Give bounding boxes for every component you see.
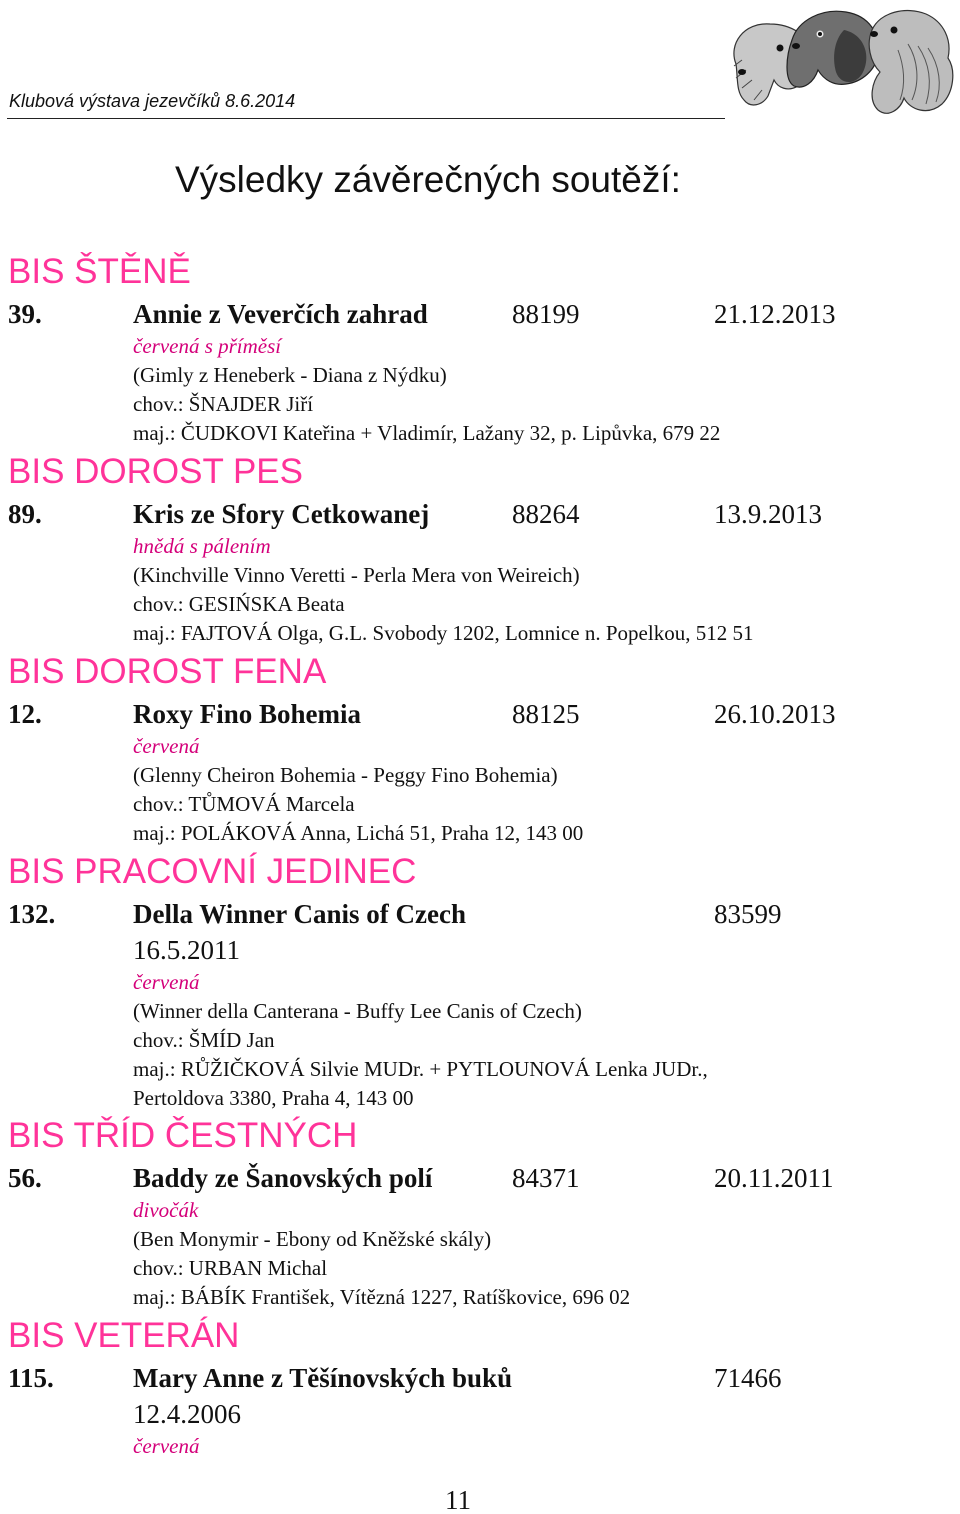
dog-registration: 88125 (512, 699, 580, 729)
dog-registration: 88199 (512, 299, 580, 329)
dog-birth-date: 20.11.2011 (714, 1163, 834, 1193)
dog-parents: (Glenny Cheiron Bohemia - Peggy Fino Bohemia) (133, 763, 558, 787)
dog-coat-color: červená s příměsí (133, 334, 282, 358)
category-heading: BIS PRACOVNÍ JEDINEC (8, 852, 417, 891)
dog-coat-color: červená (133, 970, 200, 994)
category-heading: BIS TŘÍD ČESTNÝCH (8, 1116, 358, 1155)
dog-birth-date: 21.12.2013 (714, 299, 836, 329)
dog-name: Della Winner Canis of Czech (133, 899, 467, 929)
dog-number: 39. (8, 299, 42, 329)
header-title: Klubová výstava jezevčíků 8.6.2014 (9, 91, 296, 111)
dog-owner: maj.: BÁBÍK František, Vítězná 1227, Ratíškovice, 696 02 (133, 1285, 631, 1309)
dog-breeder: chov.: URBAN Michal (133, 1256, 328, 1280)
dog-name: Mary Anne z Těšínovských buků (133, 1363, 513, 1393)
dog-parents: (Gimly z Heneberk - Diana z Nýdku) (133, 363, 447, 387)
dog-owner-address: Pertoldova 3380, Praha 4, 143 00 (133, 1086, 414, 1110)
page-title: Výsledky závěrečných soutěží: (175, 159, 681, 200)
header-rule (7, 118, 725, 119)
dog-breeder: chov.: ŠMÍD Jan (133, 1028, 275, 1052)
dog-breeder: chov.: ŠNAJDER Jiří (133, 392, 314, 416)
dog-name: Roxy Fino Bohemia (133, 699, 362, 729)
page-number: 11 (445, 1485, 471, 1514)
dog-coat-color: hnědá s pálením (133, 534, 271, 558)
dog-number: 115. (8, 1363, 54, 1393)
dog-coat-color: červená (133, 1434, 200, 1458)
dog-registration: 84371 (512, 1163, 580, 1193)
dog-parents: (Ben Monymir - Ebony od Kněžské skály) (133, 1227, 492, 1251)
dog-registration: 88264 (512, 499, 580, 529)
category-heading: BIS DOROST FENA (8, 652, 327, 691)
dog-owner: maj.: RŮŽIČKOVÁ Silvie MUDr. + PYTLOUNOVÁ Lenka JUDr., (133, 1057, 708, 1081)
dog-birth-date: 13.9.2013 (714, 499, 822, 529)
dog-registration: 71466 (714, 1363, 782, 1393)
category-heading: BIS DOROST PES (8, 452, 303, 491)
dog-owner: maj.: FAJTOVÁ Olga, G.L. Svobody 1202, Lomnice n. Popelkou, 512 51 (133, 621, 754, 645)
category-heading: BIS ŠTĚNĚ (8, 252, 191, 291)
dog-owner: maj.: POLÁKOVÁ Anna, Lichá 51, Praha 12, 143 00 (133, 821, 584, 845)
dog-number: 89. (8, 499, 42, 529)
dog-coat-color: červená (133, 734, 200, 758)
dog-registration: 83599 (714, 899, 782, 929)
dog-owner: maj.: ČUDKOVI Kateřina + Vladimír, Lažany 32, p. Lipůvka, 679 22 (133, 421, 721, 445)
dog-number: 56. (8, 1163, 42, 1193)
dog-coat-color: divočák (133, 1198, 199, 1222)
dog-name: Annie z Veverčích zahrad (133, 299, 428, 329)
dog-breeder: chov.: GESIŃSKA Beata (133, 592, 345, 616)
dog-number: 12. (8, 699, 42, 729)
dog-name: Baddy ze Šanovských polí (133, 1163, 433, 1193)
dog-birth-date: 16.5.2011 (133, 935, 240, 965)
dog-number: 132. (8, 899, 56, 929)
dog-breeder: chov.: TŮMOVÁ Marcela (133, 792, 355, 816)
dog-birth-date: 12.4.2006 (133, 1399, 241, 1429)
category-heading: BIS VETERÁN (8, 1316, 240, 1355)
dachshund-heads-logo (722, 0, 958, 126)
dog-parents: (Kinchville Vinno Veretti - Perla Mera von Weireich) (133, 563, 580, 587)
dog-parents: (Winner della Canterana - Buffy Lee Canis of Czech) (133, 999, 582, 1023)
dog-name: Kris ze Sfory Cetkowanej (133, 499, 430, 529)
dog-birth-date: 26.10.2013 (714, 699, 836, 729)
